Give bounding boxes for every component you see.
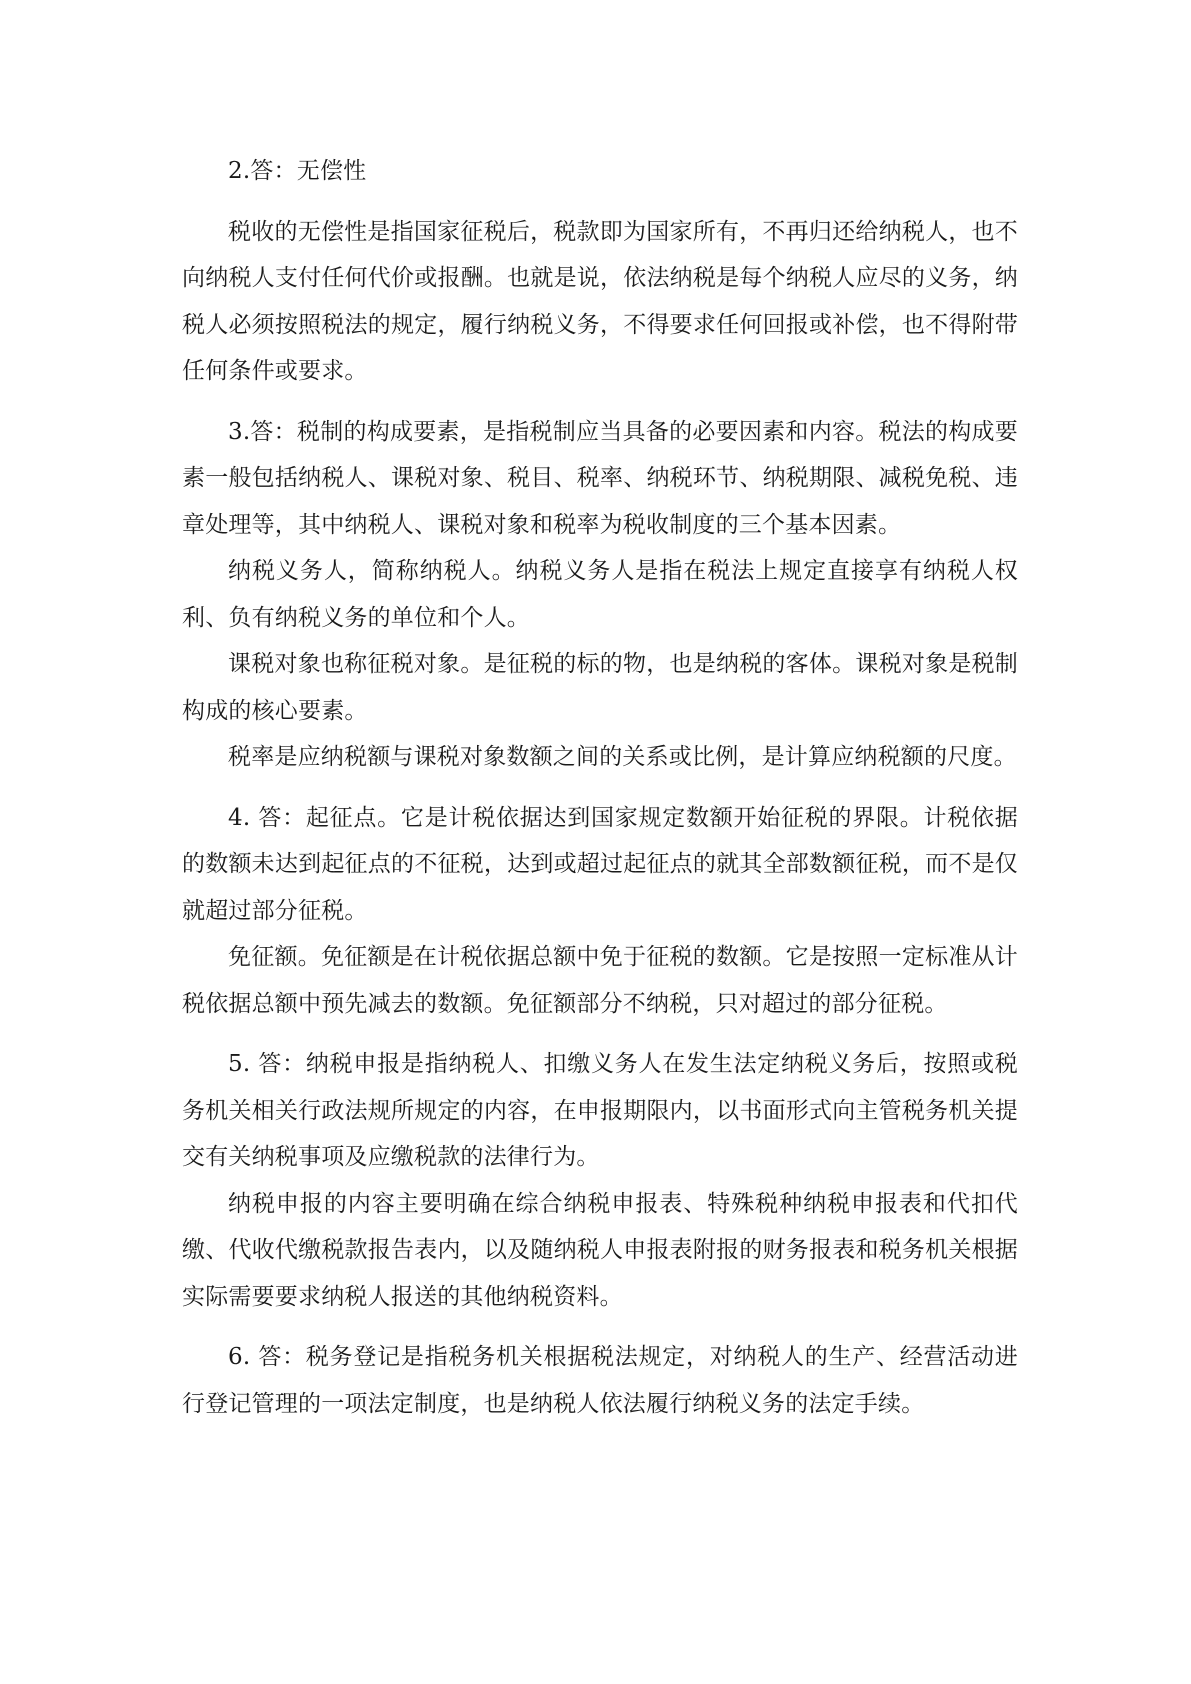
answer-5-content: 纳税申报的内容主要明确在综合纳税申报表、特殊税种纳税申报表和代扣代缴、代收代缴税款报告表内，以及随纳税人申报表附报的财务报表和税务机关根据实际需要要求纳税人报送的其他纳税资料。 <box>182 1190 1018 1310</box>
answer-4-threshold: 4. 答：起征点。它是计税依据达到国家规定数额开始征税的界限。计税依据的数额未达到起征点的不征税，达到或超过起征点的就其全部数额征税，而不是仅就超过部分征税。 <box>182 804 1018 924</box>
answer-2-heading: 2.答：无偿性 <box>228 158 367 184</box>
answer-3-intro: 3.答：税制的构成要素，是指税制应当具备的必要因素和内容。税法的构成要素一般包括纳税人、课税对象、税目、税率、纳税环节、纳税期限、减税免税、违章处理等，其中纳税人、课税对象和税率为税收制度的三个基本因素。 <box>182 418 1018 538</box>
answer-6-registration: 6. 答：税务登记是指税务机关根据税法规定，对纳税人的生产、经营活动进行登记管理的一项法定制度，也是纳税人依法履行纳税义务的法定手续。 <box>182 1344 1018 1417</box>
answer-3-rate: 税率是应纳税额与课税对象数额之间的关系或比例，是计算应纳税额的尺度。 <box>228 744 1017 770</box>
answer-3-object: 课税对象也称征税对象。是征税的标的物，也是纳税的客体。课税对象是税制构成的核心要素。 <box>182 651 1018 724</box>
answer-4-exemption: 免征额。免征额是在计税依据总额中免于征税的数额。它是按照一定标准从计税依据总额中预先减去的数额。免征额部分不纳税，只对超过的部分征税。 <box>182 944 1018 1017</box>
answer-3-taxpayer: 纳税义务人，简称纳税人。纳税义务人是指在税法上规定直接享有纳税人权利、负有纳税义务的单位和个人。 <box>182 558 1018 631</box>
answer-2-body: 税收的无偿性是指国家征税后，税款即为国家所有，不再归还给纳税人，也不向纳税人支付任何代价或报酬。也就是说，依法纳税是每个纳税人应尽的义务，纳税人必须按照税法的规定，履行纳税义务，不得要求任何回报或补偿，也不得附带任何条件或要求。 <box>182 218 1018 384</box>
document-body <box>182 148 1018 1427</box>
answer-5-declaration: 5. 答：纳税申报是指纳税人、扣缴义务人在发生法定纳税义务后，按照或税务机关相关行政法规所规定的内容，在申报期限内，以书面形式向主管税务机关提交有关纳税事项及应缴税款的法律行为。 <box>182 1051 1018 1170</box>
